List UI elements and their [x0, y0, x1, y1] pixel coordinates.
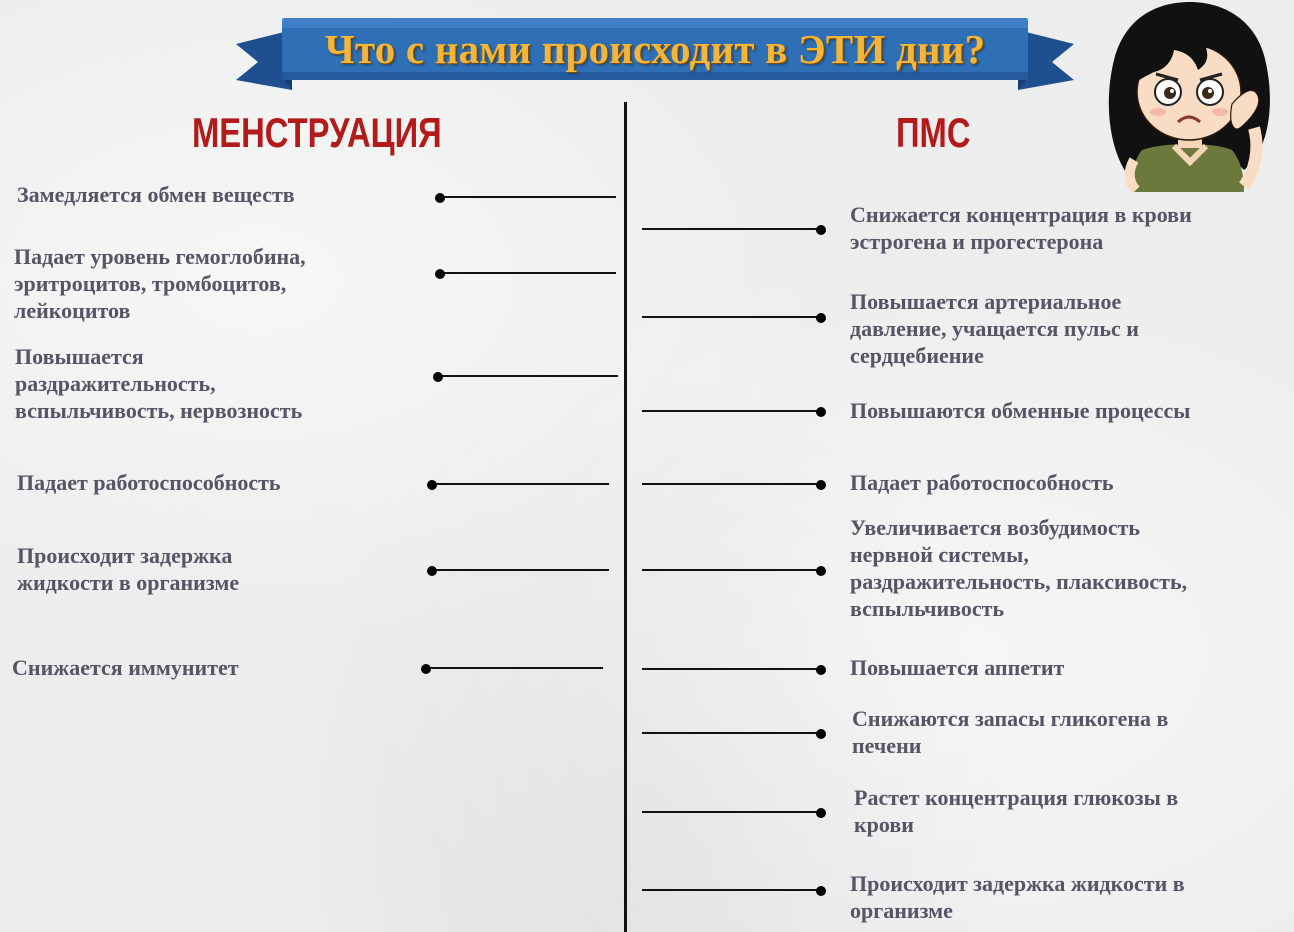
connector-line [642, 483, 820, 485]
pms-item: Повышается артериальное давление, учащается пульс и сердцебиение [850, 289, 1139, 368]
connector-dot [816, 665, 826, 675]
connector-line [642, 410, 820, 412]
menstruation-item: Падает уровень гемоглобина, эритроцитов, тромбоцитов, лейкоцитов [14, 244, 306, 323]
connector-line [440, 272, 616, 274]
connector-line [426, 667, 603, 669]
heading-menstruation: МЕНСТРУАЦИЯ [192, 109, 442, 156]
connector-line [440, 196, 616, 198]
pms-item: Снижаются запасы гликогена в печени [852, 706, 1169, 758]
connector-line [642, 668, 820, 670]
connector-line [642, 228, 820, 230]
connector-dot [816, 407, 826, 417]
pms-item: Снижается концентрация в крови эстрогена и прогестерона [850, 202, 1192, 254]
menstruation-item: Повышается раздражительность, вспыльчивость, нервозность [15, 344, 303, 423]
heading-pms: ПМС [896, 109, 971, 156]
pms-item: Падает работоспособность [850, 470, 1114, 495]
pms-item: Растет концентрация глюкозы в крови [854, 785, 1179, 837]
pms-item: Увеличивается возбудимость нервной системы, раздражительность, плаксивость, вспыльчивость [850, 515, 1188, 621]
connector-line [438, 375, 618, 377]
connector-line [432, 483, 609, 485]
connector-line [642, 732, 820, 734]
connector-dot [427, 566, 437, 576]
connector-dot [816, 729, 826, 739]
page-title: Что с нами происходит в ЭТИ дни? [324, 26, 986, 72]
pms-item: Происходит задержка жидкости в организме [850, 871, 1185, 923]
menstruation-item: Падает работоспособность [17, 470, 281, 495]
connector-dot [427, 480, 437, 490]
connector-dot [435, 269, 445, 279]
pms-item: Повышаются обменные процессы [850, 398, 1191, 423]
connector-line [642, 569, 820, 571]
upset-girl-icon [1094, 0, 1284, 192]
connector-dot [816, 313, 826, 323]
connector-dot [435, 193, 445, 203]
menstruation-item: Происходит задержка жидкости в организме [17, 543, 240, 595]
title-banner [236, 14, 1074, 94]
connector-line [642, 889, 820, 891]
pms-item: Повышается аппетит [850, 655, 1065, 680]
connector-dot [816, 886, 826, 896]
connector-dot [421, 664, 431, 674]
connector-line [642, 811, 820, 813]
connector-dot [816, 225, 826, 235]
connector-line [642, 316, 820, 318]
connector-dot [816, 808, 826, 818]
connector-dot [433, 372, 443, 382]
menstruation-item: Замедляется обмен веществ [17, 182, 295, 207]
connector-dot [816, 480, 826, 490]
connector-line [432, 569, 609, 571]
connector-dot [816, 566, 826, 576]
center-divider [624, 102, 627, 932]
menstruation-item: Снижается иммунитет [12, 655, 239, 680]
